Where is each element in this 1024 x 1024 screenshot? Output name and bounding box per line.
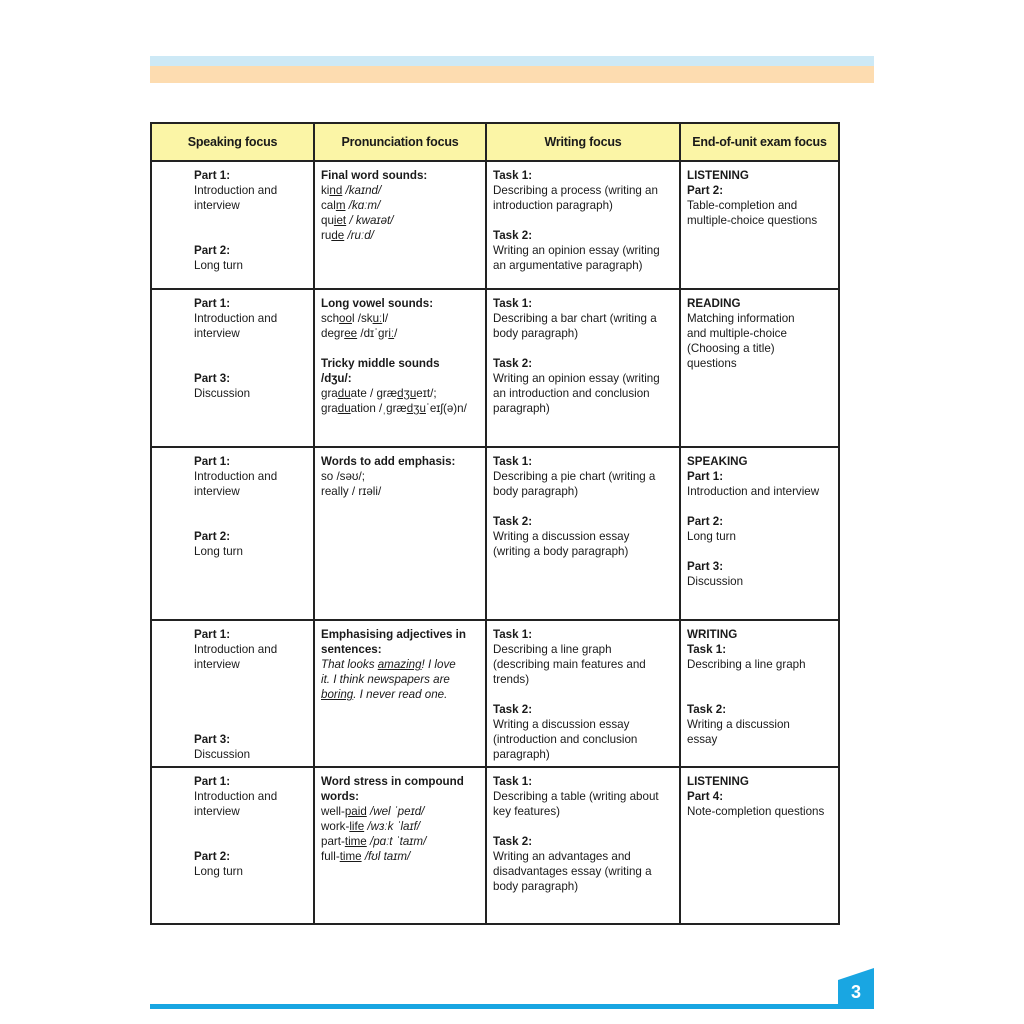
text-segment: dʒu xyxy=(406,402,426,415)
cell-heading: Task 1: xyxy=(493,297,533,310)
cell-heading: WRITING xyxy=(687,628,738,641)
text-segment: eɪt/; xyxy=(416,387,437,400)
text-segment: boring xyxy=(321,688,354,701)
line-gap xyxy=(493,499,673,514)
line-gap xyxy=(493,213,673,228)
text-segment: gra xyxy=(321,402,338,415)
text-segment: ru xyxy=(321,229,332,242)
text-segment: ki xyxy=(321,184,330,197)
pronunciation-cell xyxy=(314,620,486,767)
cell-line: Discussion xyxy=(194,387,251,400)
cell-line: key features) xyxy=(493,805,561,818)
cell-heading: Part 2: xyxy=(687,184,724,197)
cell-line: Introduction and xyxy=(194,184,278,197)
table-row xyxy=(151,620,839,767)
text-segment: / kwaɪət/ xyxy=(346,214,394,227)
line-gap xyxy=(687,687,832,702)
cell-heading: Task 1: xyxy=(493,169,533,182)
line-gap xyxy=(493,341,673,356)
line-gap xyxy=(194,819,307,834)
cell-heading: /dʒu/: xyxy=(321,372,352,385)
text-segment: l /sk xyxy=(351,312,373,325)
pronunciation-cell xyxy=(314,767,486,924)
line-gap xyxy=(194,687,307,702)
text-segment: /ruːd/ xyxy=(344,229,374,242)
cell-line xyxy=(321,401,479,416)
writing-cell xyxy=(486,289,680,447)
line-gap xyxy=(687,544,832,559)
cell-heading: Part 3: xyxy=(194,372,231,385)
header-row xyxy=(151,123,839,161)
cell-heading: Part 1: xyxy=(194,628,231,641)
text-segment: de xyxy=(331,229,345,242)
text-segment: du xyxy=(337,402,351,415)
cell-line: Writing an opinion essay (writing xyxy=(493,244,660,257)
line-gap xyxy=(194,717,307,732)
text-segment: it. I think newspapers are xyxy=(321,673,450,686)
cell-line: (introduction and conclusion xyxy=(493,733,638,746)
text-segment: amazing xyxy=(377,658,422,671)
text-segment: /kaɪnd/ xyxy=(342,184,382,197)
cell-line: Writing an opinion essay (writing xyxy=(493,372,660,385)
text-segment: nd xyxy=(329,184,343,197)
cell-line: Describing a line graph xyxy=(493,643,612,656)
speaking-cell xyxy=(151,161,314,289)
cell-line: (Choosing a title) xyxy=(687,342,775,355)
cell-line xyxy=(321,834,479,849)
syllabus-table xyxy=(150,122,840,925)
line-gap xyxy=(194,514,307,529)
text-segment: du xyxy=(337,387,351,400)
line-gap xyxy=(194,228,307,243)
text-segment: time xyxy=(344,835,367,848)
cell-heading: Task 1: xyxy=(493,628,533,641)
text-segment: oo xyxy=(339,312,352,325)
footer-line xyxy=(150,1004,874,1009)
exam-cell xyxy=(680,767,839,924)
cell-heading: Tricky middle sounds xyxy=(321,357,440,370)
cell-heading: Part 3: xyxy=(194,733,231,746)
cell-line: so /səʊ/; xyxy=(321,470,365,483)
cell-line: body paragraph) xyxy=(493,485,579,498)
text-segment: qu xyxy=(321,214,334,227)
cell-line: interview xyxy=(194,199,240,212)
cell-line: Table-completion and xyxy=(687,199,798,212)
cell-line xyxy=(321,819,479,834)
text-segment: ation /ˌgræ xyxy=(350,402,407,415)
cell-line: an introduction and conclusion xyxy=(493,387,650,400)
text-segment: That looks xyxy=(321,658,378,671)
cell-heading: Task 2: xyxy=(493,229,533,242)
text-segment: time xyxy=(339,850,362,863)
cell-line: introduction paragraph) xyxy=(493,199,613,212)
cell-line: multiple-choice questions xyxy=(687,214,818,227)
cell-heading: Emphasising adjectives in xyxy=(321,628,466,641)
cell-line xyxy=(321,228,479,243)
cell-line xyxy=(321,198,479,213)
cell-line: Matching information xyxy=(687,312,795,325)
table-row xyxy=(151,289,839,447)
cell-line: really / rɪəli/ xyxy=(321,485,382,498)
cell-line: Describing a line graph xyxy=(687,658,806,671)
cell-line xyxy=(321,804,479,819)
cell-line: trends) xyxy=(493,673,530,686)
cell-heading: words: xyxy=(321,790,360,803)
cell-line: Introduction and xyxy=(194,470,278,483)
line-gap xyxy=(321,341,479,356)
line-gap xyxy=(194,702,307,717)
text-segment: l/ xyxy=(382,312,389,325)
cell-line: Introduction and xyxy=(194,312,278,325)
cell-line: (describing main features and xyxy=(493,658,646,671)
cell-heading: Part 1: xyxy=(687,470,724,483)
cell-line: paragraph) xyxy=(493,402,550,415)
cell-line xyxy=(321,657,479,672)
cell-line: paragraph) xyxy=(493,748,550,761)
cell-line xyxy=(321,386,479,401)
cell-line: an argumentative paragraph) xyxy=(493,259,643,272)
text-segment: uː xyxy=(372,312,383,325)
text-segment: ee xyxy=(344,327,358,340)
cell-line: interview xyxy=(194,327,240,340)
speaking-cell xyxy=(151,767,314,924)
line-gap xyxy=(194,672,307,687)
cell-line: Discussion xyxy=(687,575,744,588)
text-segment: iet xyxy=(333,214,347,227)
text-segment: sch xyxy=(321,312,340,325)
cell-heading: Part 1: xyxy=(194,297,231,310)
cell-line xyxy=(321,213,479,228)
text-segment: . I never read one. xyxy=(353,688,448,701)
cell-heading: Task 2: xyxy=(493,703,533,716)
cell-line: Long turn xyxy=(194,259,243,272)
text-segment: part- xyxy=(321,835,345,848)
cell-line: Describing a process (writing an xyxy=(493,184,658,197)
cell-heading: Word stress in compound xyxy=(321,775,464,788)
cell-line: Writing a discussion xyxy=(687,718,790,731)
table-row xyxy=(151,447,839,620)
cell-heading: Part 2: xyxy=(194,244,231,257)
cell-heading: Task 2: xyxy=(493,835,533,848)
cell-heading: Part 1: xyxy=(194,169,231,182)
top-band-peach xyxy=(150,66,874,83)
cell-line xyxy=(321,687,479,702)
cell-line: Note-completion questions xyxy=(687,805,825,818)
cell-line: body paragraph) xyxy=(493,880,579,893)
text-segment: degr xyxy=(321,327,345,340)
cell-heading: sentences: xyxy=(321,643,382,656)
cell-line xyxy=(321,849,479,864)
cell-line: Writing a discussion essay xyxy=(493,530,630,543)
text-segment: ! I love xyxy=(421,658,456,671)
cell-line: Long turn xyxy=(194,865,243,878)
text-segment: m xyxy=(335,199,346,212)
cell-line: Long turn xyxy=(687,530,736,543)
exam-cell xyxy=(680,620,839,767)
cell-line: Writing an advantages and xyxy=(493,850,631,863)
cell-line: body paragraph) xyxy=(493,327,579,340)
text-segment: full- xyxy=(321,850,340,863)
exam-cell xyxy=(680,447,839,620)
cell-heading: Part 3: xyxy=(687,560,724,573)
cell-heading: Task 1: xyxy=(493,455,533,468)
line-gap xyxy=(493,687,673,702)
cell-line: interview xyxy=(194,658,240,671)
cell-heading: Part 2: xyxy=(687,515,724,528)
page-number: 3 xyxy=(850,982,861,1002)
cell-line: Introduction and xyxy=(194,643,278,656)
text-segment: ˈeɪʃ(ə)n/ xyxy=(425,402,467,415)
cell-heading: READING xyxy=(687,297,741,310)
text-segment: / xyxy=(394,327,398,340)
cell-heading: SPEAKING xyxy=(687,455,748,468)
cell-line: Introduction and xyxy=(194,790,278,803)
cell-heading: LISTENING xyxy=(687,775,749,788)
header-pronunciation-focus: Pronunciation focus xyxy=(314,123,486,161)
cell-heading: Part 1: xyxy=(194,775,231,788)
pronunciation-cell xyxy=(314,161,486,289)
speaking-cell xyxy=(151,289,314,447)
text-segment: /wɜːk ˈlaɪf/ xyxy=(364,820,421,833)
cell-line xyxy=(321,672,479,687)
top-band-blue xyxy=(150,56,874,66)
writing-cell xyxy=(486,447,680,620)
text-segment: /fʊl taɪm/ xyxy=(361,850,411,863)
line-gap xyxy=(194,356,307,371)
cell-line: (writing a body paragraph) xyxy=(493,545,629,558)
cell-line: Discussion xyxy=(194,748,251,761)
text-segment: work- xyxy=(321,820,350,833)
line-gap xyxy=(493,819,673,834)
text-segment: /dɪˈgr xyxy=(357,327,389,340)
text-segment: dʒu xyxy=(397,387,417,400)
table-row xyxy=(151,767,839,924)
line-gap xyxy=(194,341,307,356)
cell-line: Long turn xyxy=(194,545,243,558)
text-segment: /pɑːt ˈtaɪm/ xyxy=(366,835,427,848)
cell-heading: Long vowel sounds: xyxy=(321,297,434,310)
cell-heading: Part 2: xyxy=(194,850,231,863)
cell-line: disadvantages essay (writing a xyxy=(493,865,652,878)
header-writing-focus: Writing focus xyxy=(486,123,680,161)
cell-heading: Words to add emphasis: xyxy=(321,455,456,468)
cell-line: Introduction and interview xyxy=(687,485,820,498)
exam-cell xyxy=(680,289,839,447)
cell-line xyxy=(321,311,479,326)
exam-cell xyxy=(680,161,839,289)
cell-heading: Task 2: xyxy=(687,703,727,716)
cell-line: Describing a bar chart (writing a xyxy=(493,312,657,325)
text-segment: ate / græ xyxy=(350,387,398,400)
line-gap xyxy=(194,834,307,849)
table-row xyxy=(151,161,839,289)
cell-heading: LISTENING xyxy=(687,169,749,182)
cell-line: Describing a pie chart (writing a xyxy=(493,470,656,483)
cell-line: questions xyxy=(687,357,737,370)
text-segment: paid xyxy=(344,805,367,818)
cell-line xyxy=(321,326,479,341)
text-segment: /kɑːm/ xyxy=(345,199,381,212)
text-segment: /wel ˈpeɪd/ xyxy=(366,805,425,818)
cell-heading: Part 2: xyxy=(194,530,231,543)
text-segment: gra xyxy=(321,387,338,400)
text-segment: iː xyxy=(388,327,395,340)
cell-heading: Part 4: xyxy=(687,790,724,803)
cell-line: essay xyxy=(687,733,718,746)
cell-heading: Final word sounds: xyxy=(321,169,428,182)
pronunciation-cell xyxy=(314,447,486,620)
speaking-cell xyxy=(151,620,314,767)
writing-cell xyxy=(486,767,680,924)
text-segment: well- xyxy=(321,805,345,818)
writing-cell xyxy=(486,620,680,767)
cell-line: interview xyxy=(194,485,240,498)
cell-line: Writing a discussion essay xyxy=(493,718,630,731)
cell-heading: Task 2: xyxy=(493,357,533,370)
cell-line: interview xyxy=(194,805,240,818)
speaking-cell xyxy=(151,447,314,620)
line-gap xyxy=(194,213,307,228)
cell-line xyxy=(321,183,479,198)
cell-line: Describing a table (writing about xyxy=(493,790,659,803)
cell-heading: Part 1: xyxy=(194,455,231,468)
header-speaking-focus: Speaking focus xyxy=(151,123,314,161)
cell-heading: Task 1: xyxy=(493,775,533,788)
writing-cell xyxy=(486,161,680,289)
text-segment: cal xyxy=(321,199,336,212)
cell-line: and multiple-choice xyxy=(687,327,787,340)
cell-heading: Task 2: xyxy=(493,515,533,528)
text-segment: life xyxy=(349,820,365,833)
line-gap xyxy=(194,499,307,514)
line-gap xyxy=(687,499,832,514)
header-exam-focus: End-of-unit exam focus xyxy=(680,123,839,161)
cell-heading: Task 1: xyxy=(687,643,727,656)
pronunciation-cell xyxy=(314,289,486,447)
line-gap xyxy=(687,672,832,687)
